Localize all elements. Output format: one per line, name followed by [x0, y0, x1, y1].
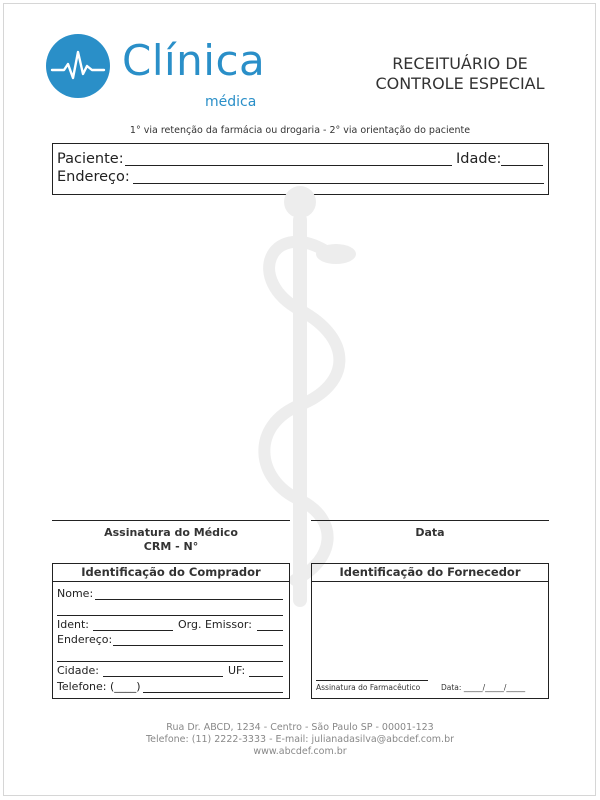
buyer-phone-label: Telefone: (____) [57, 680, 141, 693]
footer-contact: Telefone: (11) 2222-3333 - E-mail: julianadasilva@abcdef.com.br [145, 734, 455, 745]
heartbeat-logo-icon [46, 34, 110, 98]
buyer-name-line-2[interactable] [57, 615, 283, 616]
buyer-address-line-2[interactable] [57, 661, 283, 662]
patient-name-label: Paciente: [57, 151, 124, 167]
date-signature-line[interactable] [311, 520, 549, 521]
buyer-address-label: Endereço: [57, 633, 113, 646]
document-title-line2: CONTROLE ESPECIAL [375, 74, 545, 93]
document-title-line1: RECEITUÁRIO DE [392, 54, 528, 73]
buyer-id-label: Ident: [57, 618, 89, 631]
supplier-date-label: Data: _____/_____/_____ [441, 683, 526, 692]
patient-address-label: Endereço: [57, 169, 130, 185]
buyer-city-line[interactable] [103, 676, 223, 677]
document-title [360, 54, 560, 94]
via-note: 1° via retenção da farmácia ou drogaria - 2° via orientação do paciente [129, 125, 471, 136]
buyer-issuer-label: Org. Emissor: [178, 618, 252, 631]
buyer-state-label: UF: [228, 664, 246, 677]
buyer-address-line[interactable] [113, 645, 283, 646]
doctor-signature-text: Assinatura do Médico [104, 526, 238, 539]
footer-website[interactable]: www.abcdef.com.br [253, 746, 347, 757]
date-label: Data [415, 526, 445, 539]
buyer-box [52, 563, 290, 699]
buyer-city-label: Cidade: [57, 664, 99, 677]
patient-age-line[interactable] [501, 165, 543, 166]
buyer-name-label: Nome: [57, 587, 94, 600]
buyer-title: Identificação do Comprador [53, 564, 289, 582]
supplier-title: Identificação do Fornecedor [312, 564, 548, 582]
buyer-issuer-line[interactable] [257, 630, 283, 631]
supplier-box [311, 563, 549, 699]
doctor-signature-line[interactable] [52, 520, 290, 521]
doctor-signature-label [52, 526, 290, 554]
brand-subtitle: médica [205, 94, 257, 110]
buyer-phone-line[interactable] [143, 692, 283, 693]
pharmacist-signature-line[interactable] [316, 680, 428, 681]
pharmacist-signature-label: Assinatura do Farmacêutico [316, 683, 421, 692]
crm-label: CRM - N° [143, 540, 199, 553]
patient-age-label: Idade: [456, 151, 502, 167]
buyer-name-line[interactable] [95, 599, 283, 600]
brand-name: Clínica [122, 36, 266, 85]
buyer-state-line[interactable] [249, 676, 283, 677]
buyer-id-line[interactable] [93, 630, 173, 631]
footer-address: Rua Dr. ABCD, 1234 - Centro - São Paulo SP - 00001-123 [166, 722, 434, 733]
patient-name-line[interactable] [125, 165, 452, 166]
